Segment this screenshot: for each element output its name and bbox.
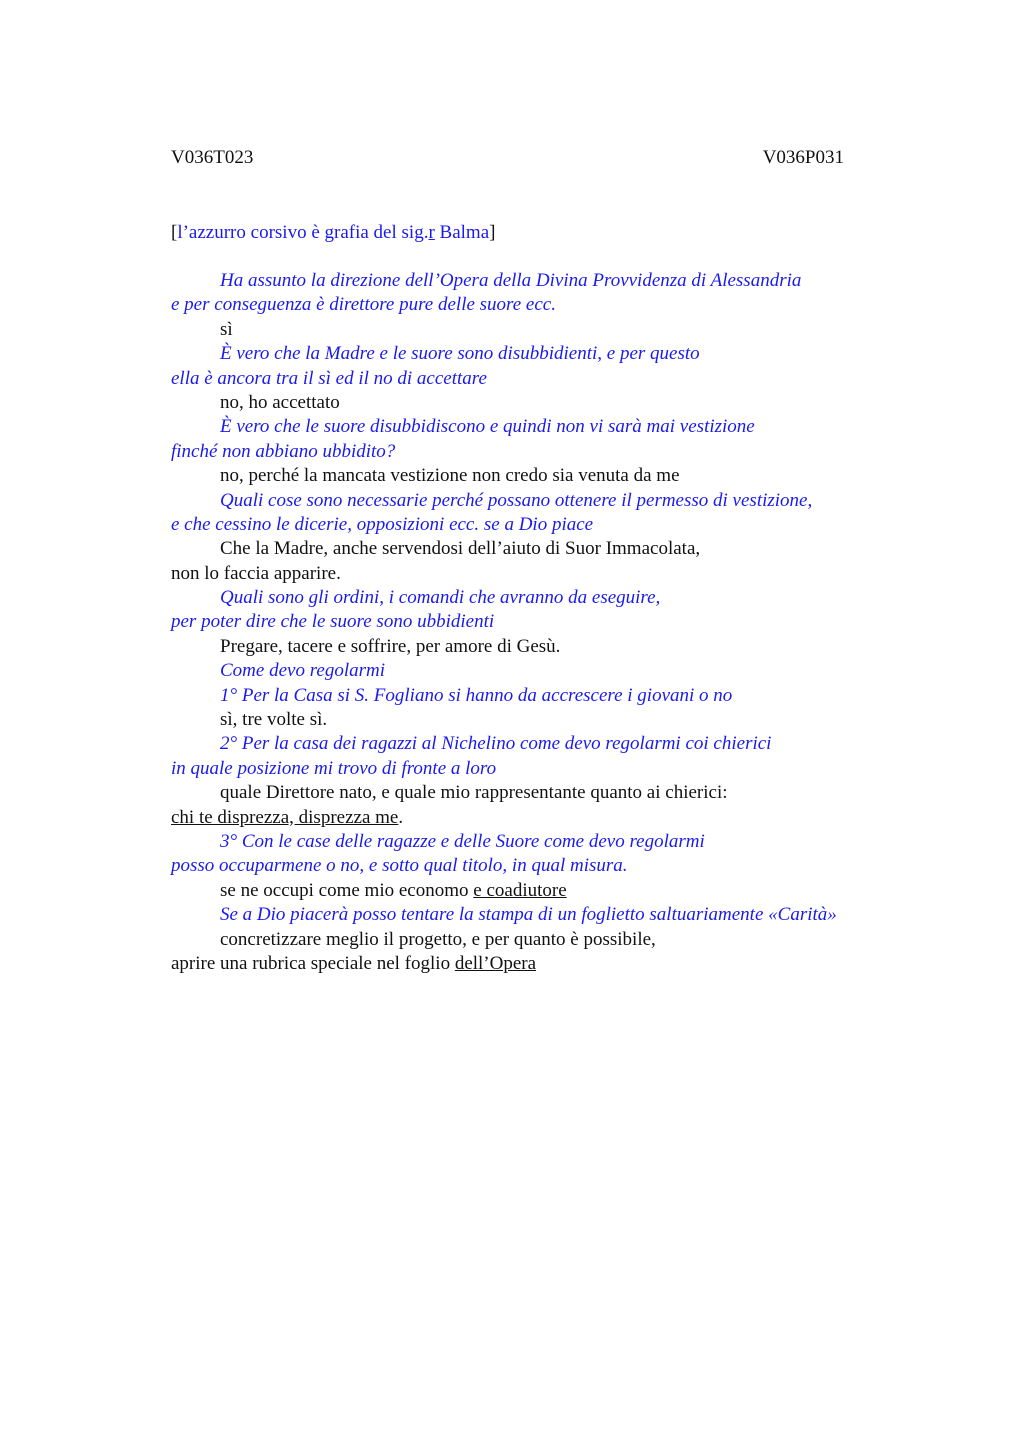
line-text: 3° Con le case delle ragazze e delle Suore come devo regolarmi (220, 830, 705, 852)
line-text: no, perché la mancata vestizione non credo sia venuta da me (220, 465, 680, 487)
document-code-right: V036P031 (762, 147, 844, 168)
line-text: Pregare, tacere e soffrire, per amore di Gesù. (220, 635, 561, 657)
note-open-bracket: [ (171, 222, 178, 243)
line-text: quale Direttore nato, e quale mio rappresentante quanto ai chierici: (220, 782, 728, 804)
question-line (171, 830, 931, 854)
line-text: 2° Per la casa dei ragazzi al Nichelino come devo regolarmi coi chierici (220, 733, 772, 755)
transcription-body (171, 269, 931, 976)
underlined-text: dell’Opera (454, 952, 537, 974)
question-line (171, 269, 931, 293)
line-text: in quale posizione mi trovo di fronte a loro (171, 757, 497, 779)
line-text: 1° Per la Casa si S. Fogliano si hanno da accrescere i giovani o no (220, 684, 733, 706)
question-line (171, 610, 931, 634)
question-line (171, 757, 931, 781)
underlined-text: chi te disprezza, disprezza me (171, 806, 399, 828)
line-text: no, ho accettato (220, 391, 340, 413)
line-text: ella è ancora tra il sì ed il no di accettare (171, 367, 487, 389)
line-text: È vero che le suore disubbidiscono e quindi non vi sarà mai vestizione (220, 416, 755, 438)
answer-line (171, 537, 931, 561)
line-text: Quali sono gli ordini, i comandi che avranno da eseguire, (220, 587, 661, 609)
note-text-before: l’azzurro corsivo è grafia del sig. (177, 222, 429, 243)
question-line (171, 684, 931, 708)
answer-line (171, 952, 931, 976)
answer-line (171, 635, 931, 659)
line-text: e che cessino le dicerie, opposizioni ecc. se a Dio piace (171, 513, 594, 535)
line-text: e per conseguenza è direttore pure delle suore ecc. (171, 294, 556, 316)
document-page (171, 0, 931, 1450)
line-text: sì (220, 318, 233, 340)
line-text: concretizzare meglio il progetto, e per quanto è possibile, (220, 928, 656, 950)
question-line (171, 513, 931, 537)
note-text (177, 222, 489, 243)
editorial-note (171, 221, 495, 245)
answer-line (171, 464, 931, 488)
line-text: Che la Madre, anche servendosi dell’aiuto di Suor Immacolata, (220, 538, 701, 560)
line-text: Se a Dio piacerà posso tentare la stampa di un foglietto saltuariamente «Carità» (220, 904, 837, 926)
note-text-after: Balma (434, 222, 490, 243)
answer-line (171, 806, 931, 830)
line-text: Come devo regolarmi (220, 660, 385, 682)
note-underlined: r (428, 222, 435, 243)
question-line (171, 732, 931, 756)
line-text: Quali cose sono necessarie perché possano ottenere il permesso di vestizione, (220, 489, 813, 511)
answer-line (171, 391, 931, 415)
question-line (171, 489, 931, 513)
answer-line (171, 781, 931, 805)
question-line (171, 342, 931, 366)
line-text: . (398, 806, 404, 828)
answer-line (171, 928, 931, 952)
question-line (171, 854, 931, 878)
answer-line (171, 562, 931, 586)
underlined-text: e coadiutore (473, 879, 567, 901)
question-line (171, 586, 931, 610)
line-text: È vero che la Madre e le suore sono disubbidienti, e per questo (220, 343, 700, 365)
line-text: per poter dire che le suore sono ubbidienti (171, 611, 495, 633)
question-line (171, 367, 931, 391)
question-line (171, 293, 931, 317)
question-line (171, 903, 931, 927)
note-close-bracket: ] (489, 222, 496, 243)
line-text: posso occuparmene o no, e sotto qual titolo, in qual misura. (171, 855, 628, 877)
line-text: se ne occupi come mio economo (220, 879, 474, 901)
line-text: finché non abbiano ubbidito? (171, 440, 396, 462)
line-text: aprire una rubrica speciale nel foglio (171, 952, 455, 974)
answer-line (171, 318, 931, 342)
answer-line (171, 708, 931, 732)
question-line (171, 440, 931, 464)
question-line (171, 659, 931, 683)
line-text: sì, tre volte sì. (220, 709, 328, 731)
line-text: Ha assunto la direzione dell’Opera della Divina Provvidenza di Alessandria (220, 270, 802, 291)
answer-line (171, 879, 931, 903)
question-line (171, 415, 931, 439)
line-text: non lo faccia apparire. (171, 562, 341, 584)
document-code-left: V036T023 (171, 147, 254, 168)
